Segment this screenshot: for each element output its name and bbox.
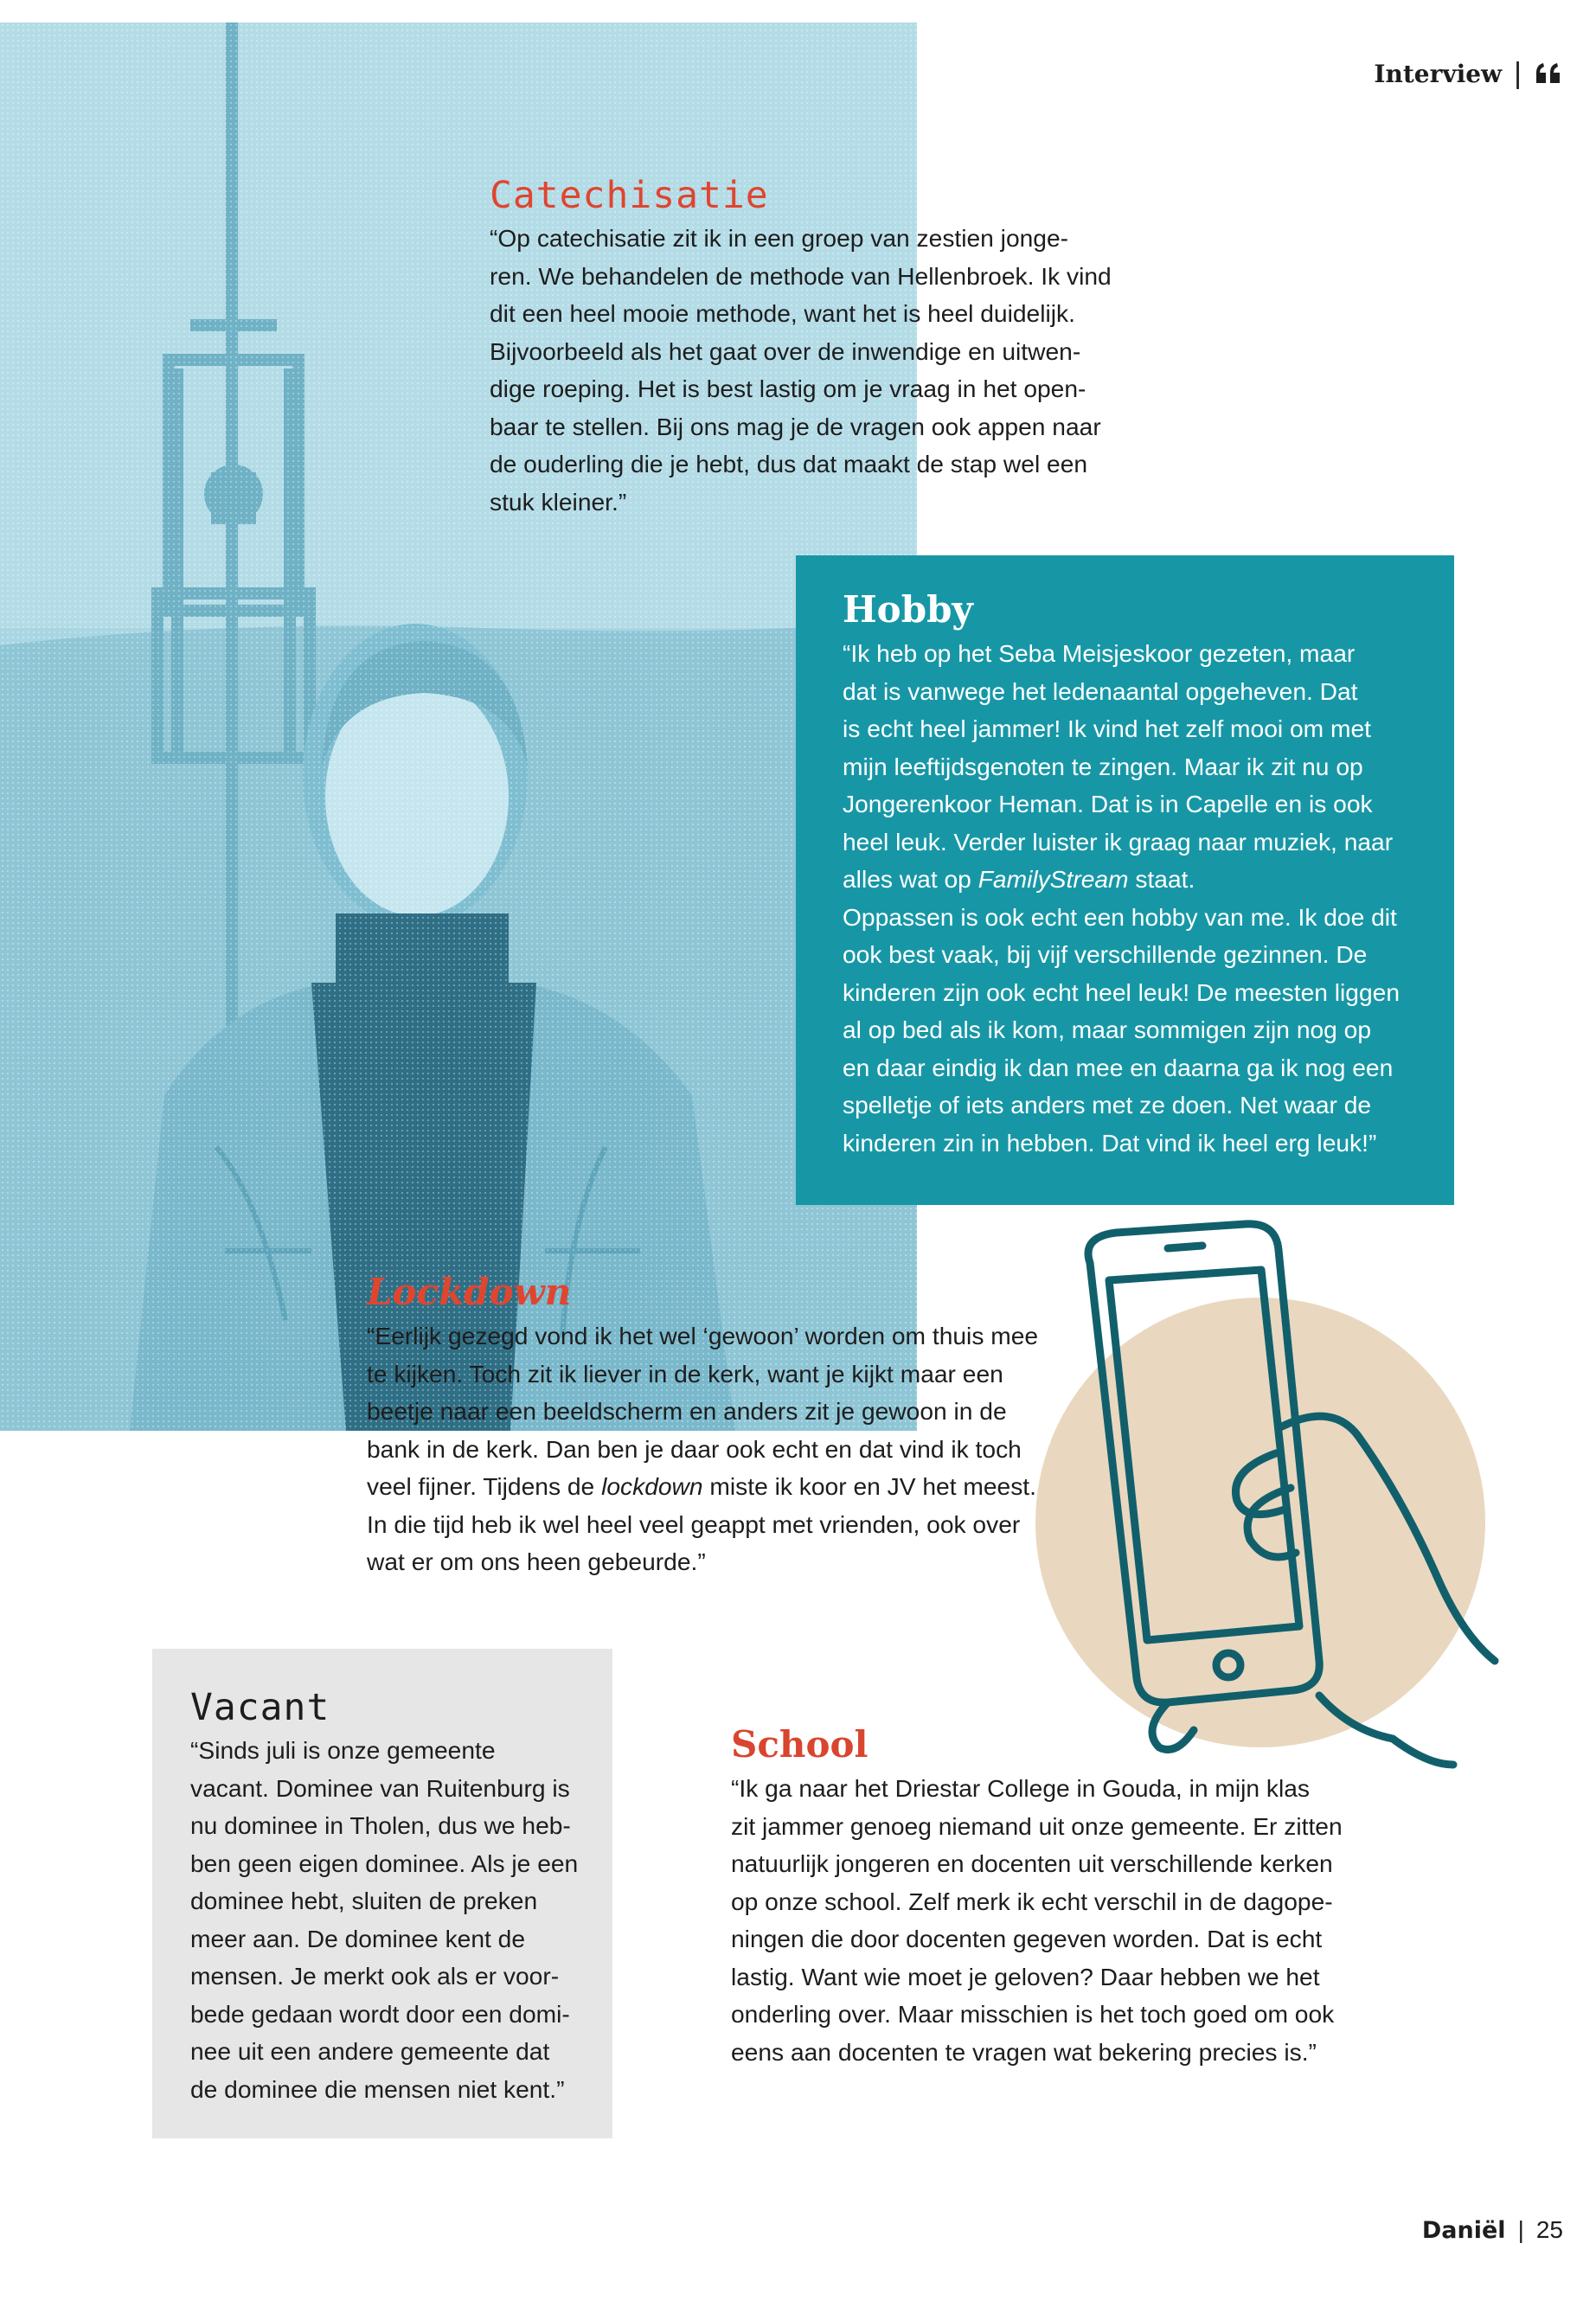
- text-line: Jongerenkoor Heman. Dat is in Capelle en is ook: [843, 790, 1373, 818]
- section-header: [1374, 59, 1563, 88]
- text-line: staat.: [1128, 865, 1195, 894]
- lockdown-section: [367, 1272, 1059, 1581]
- catechisatie-body: [490, 220, 1112, 521]
- text-line: ook best vaak, bij vijf verschillende gezinnen. De: [843, 940, 1368, 969]
- text-line: Oppassen is ook echt een hobby van me. Ik doe dit: [843, 902, 1397, 931]
- text-line: spelletje of iets anders met ze doen. Net waar de: [843, 1091, 1372, 1119]
- text-line: al op bed als ik kom, maar sommigen zijn nog op: [843, 1016, 1372, 1044]
- text-line: te kijken. Toch zit ik liever in de kerk, want je kijkt maar een: [367, 1359, 1003, 1388]
- text-line: meer aan. De dominee kent de: [190, 1924, 526, 1952]
- hand-holding-phone-icon: [1021, 1211, 1522, 1773]
- vacant-section: [190, 1688, 597, 2108]
- text-line: ben geen eigen dominee. Als je een: [190, 1849, 579, 1877]
- text-line: baar te stellen. Bij ons mag je de vragen ook appen naar: [490, 412, 1101, 440]
- text-line: Bijvoorbeeld als het gaat over de inwendige en uitwen-: [490, 336, 1081, 365]
- school-section: [731, 1725, 1388, 2071]
- text-line: lastig. Want wie moet je geloven? Daar hebben we het: [731, 1962, 1320, 1990]
- page-number: 25: [1535, 2216, 1563, 2243]
- text-line: bede gedaan wordt door een domi-: [190, 1999, 570, 2028]
- text-line: stuk kleiner.”: [490, 487, 627, 516]
- footer-separator: |: [1517, 2216, 1524, 2243]
- text-line: onderling over. Maar misschien is het toch goed om ook: [731, 2000, 1335, 2029]
- text-line: de ouderling die je hebt, dus dat maakt de stap wel een: [490, 450, 1088, 478]
- hobby-section: [843, 590, 1431, 1162]
- lockdown-heading: Lockdown: [367, 1271, 572, 1313]
- text-line: heel leuk. Verder luister ik graag naar muziek, naar: [843, 827, 1394, 856]
- text-line: kinderen zin in hebben. Dat vind ik heel erg leuk!”: [843, 1128, 1377, 1157]
- text-line: zit jammer genoeg niemand uit onze gemeente. Er zitten: [731, 1811, 1343, 1840]
- school-body: [731, 1770, 1388, 2071]
- text-line: mijn leeftijdsgenoten te zingen. Maar ik zit nu op: [843, 752, 1363, 780]
- school-heading: School: [731, 1723, 869, 1766]
- text-line: natuurlijk jongeren en docenten uit verschillende kerken: [731, 1849, 1333, 1878]
- text-line: wat er om ons heen gebeurde.”: [367, 1548, 706, 1576]
- text-line: de dominee die mensen niet kent.”: [190, 2074, 565, 2103]
- catechisatie-section: [490, 176, 1112, 521]
- text-line: “Op catechisatie zit ik in een groep van zestien jonge-: [490, 224, 1069, 253]
- text-line: veel fijner. Tijdens de: [367, 1472, 602, 1501]
- lockdown-body: [367, 1317, 1059, 1581]
- page-footer: [1422, 2216, 1563, 2244]
- text-line: nu dominee in Tholen, dus we heb-: [190, 1811, 571, 1840]
- quote-marks-icon: [1534, 62, 1563, 85]
- text-line: dit een heel mooie methode, want het is heel duidelijk.: [490, 299, 1075, 328]
- text-line: dige roeping. Het is best lastig om je vraag in het open-: [490, 375, 1086, 403]
- text-line: kinderen zijn ook echt heel leuk! De meesten liggen: [843, 977, 1401, 1006]
- header-separator: |: [1514, 57, 1522, 90]
- text-line: “Eerlijk gezegd vond ik het wel ‘gewoon’ worden om thuis mee: [367, 1322, 1039, 1350]
- text-line: miste ik koor en JV het meest.: [702, 1472, 1036, 1501]
- text-line: ningen die door docenten gegeven worden. Dat is echt: [731, 1925, 1323, 1953]
- text-line: bank in de kerk. Dan ben je daar ook echt en dat vind ik toch: [367, 1434, 1022, 1463]
- vacant-body: [190, 1732, 597, 2108]
- text-line: nee uit een andere gemeente dat: [190, 2037, 550, 2066]
- text-line: is echt heel jammer! Ik vind het zelf mooi om met: [843, 715, 1371, 743]
- familystream-title: FamilyStream: [977, 865, 1129, 894]
- text-line: eens aan docenten te vragen wat bekering precies is.”: [731, 2037, 1317, 2066]
- text-line: beetje naar een beeldscherm en anders zit je gewoon in de: [367, 1397, 1007, 1426]
- text-line: In die tijd heb ik wel heel veel geappt met vrienden, ook over: [367, 1509, 1021, 1538]
- text-line: vacant. Dominee van Ruitenburg is: [190, 1773, 570, 1802]
- text-line: “Ik heb op het Seba Meisjeskoor gezeten, maar: [843, 639, 1356, 668]
- text-line: mensen. Je merkt ook als er voor-: [190, 1962, 560, 1990]
- hobby-body: [843, 635, 1431, 1162]
- text-line: alles wat op: [843, 865, 978, 894]
- magazine-name: Daniël: [1421, 2216, 1506, 2244]
- text-line: “Sinds juli is onze gemeente: [190, 1736, 496, 1765]
- lockdown-term: lockdown: [601, 1472, 703, 1501]
- text-line: dat is vanwege het ledenaantal opgeheven. Dat: [843, 676, 1358, 705]
- text-line: op onze school. Zelf merk ik echt verschil in de dagope-: [731, 1887, 1333, 1915]
- text-line: “Ik ga naar het Driestar College in Gouda, in mijn klas: [731, 1774, 1310, 1803]
- vacant-heading: Vacant: [190, 1686, 330, 1729]
- text-line: dominee hebt, sluiten de preken: [190, 1887, 538, 1915]
- catechisatie-heading: Catechisatie: [490, 174, 769, 217]
- text-line: en daar eindig ik dan mee en daarna ga ik nog een: [843, 1053, 1394, 1081]
- section-label: Interview: [1374, 59, 1503, 88]
- hobby-heading: Hobby: [843, 588, 973, 631]
- text-line: ren. We behandelen de methode van Hellenbroek. Ik vind: [490, 261, 1112, 290]
